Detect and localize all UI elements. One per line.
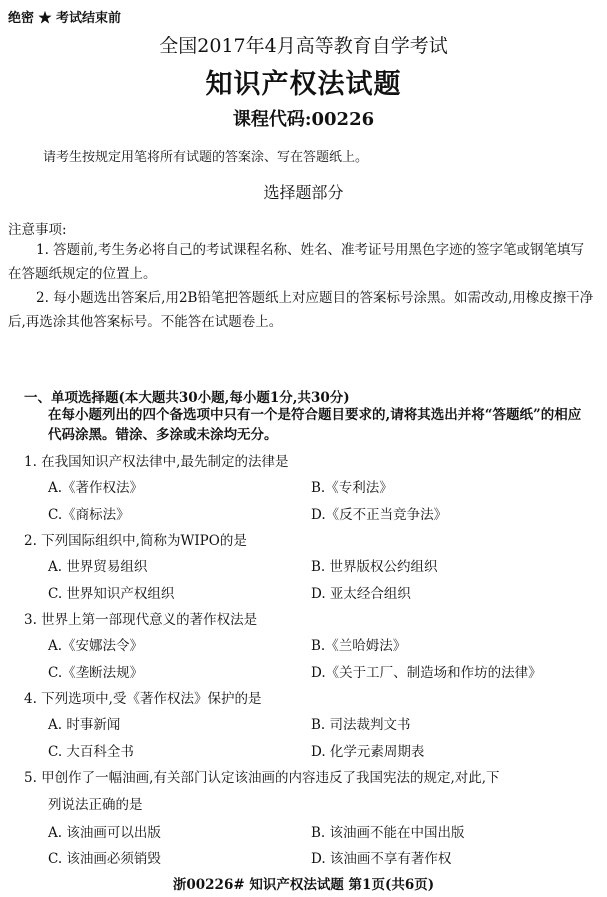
question-stem: 4. 下列选项中,受《著作权法》保护的是 (24, 691, 262, 707)
question-option: D. 该油画不享有著作权 (311, 851, 452, 867)
question-option: A.《著作权法》 (48, 480, 144, 496)
question-option: C.《商标法》 (48, 507, 130, 523)
course-code: 课程代码:00226 (232, 109, 375, 130)
question-option: D. 化学元素周期表 (311, 744, 425, 760)
question-stem-continued: 列说法正确的是 (48, 797, 143, 813)
question-option: A. 该油画可以出版 (48, 825, 161, 841)
question-option: C.《垄断法规》 (48, 665, 144, 681)
question-stem: 3. 世界上第一部现代意义的著作权法是 (24, 612, 258, 628)
question-option: C. 大百科全书 (48, 744, 134, 760)
confidential-mark: 绝密 ★ 考试结束前 (8, 11, 122, 26)
question-option: C. 世界知识产权组织 (48, 586, 175, 602)
section-title: 选择题部分 (263, 183, 344, 202)
note-item: 1. 答题前,考生务必将自己的考试课程名称、姓名、准考证号用黑色字迹的签字笔或钢笔填写在答题纸规定的位置上。 (8, 242, 584, 282)
question-option: A. 时事新闻 (48, 717, 121, 733)
answer-instruction: 请考生按规定用笔将所有试题的答案涂、写在答题纸上。 (43, 150, 369, 165)
question-option: B.《专利法》 (311, 480, 393, 496)
question-option: B. 该油画不能在中国出版 (311, 825, 465, 841)
question-option: A. 世界贸易组织 (48, 559, 148, 575)
question-option: B. 司法裁判文书 (311, 717, 411, 733)
question-stem: 2. 下列国际组织中,简称为WIPO的是 (24, 533, 247, 549)
question-stem: 1. 在我国知识产权法律中,最先制定的法律是 (24, 454, 289, 470)
part-description: 在每小题列出的四个备选项中只有一个是符合题目要求的,请将其选出并将“答题纸”的相应代码涂黑。错涂、多涂或未涂均无分。 (48, 407, 582, 443)
question-option: D.《反不正当竞争法》 (311, 507, 448, 523)
question-option: A.《安娜法令》 (48, 638, 144, 654)
page-footer: 浙00226# 知识产权法试题 第1页(共6页) (172, 877, 435, 893)
question-option: B. 世界版权公约组织 (311, 559, 438, 575)
note-item: 2. 每小题选出答案后,用2B铅笔把答题纸上对应题目的答案标号涂黑。如需改动,用橡皮擦干净后,再选涂其他答案标号。不能答在试题卷上。 (8, 290, 594, 330)
exam-name: 全国2017年4月高等教育自学考试 (159, 35, 448, 57)
question-stem: 5. 甲创作了一幅油画,有关部门认定该油画的内容违反了我国宪法的规定,对此,下 (24, 770, 500, 786)
paper-title: 知识产权法试题 (205, 69, 402, 100)
question-option: D. 亚太经合组织 (311, 586, 411, 602)
notes-heading: 注意事项: (8, 222, 67, 238)
question-option: B.《兰哈姆法》 (311, 638, 407, 654)
question-option: D.《关于工厂、制造场和作坊的法律》 (311, 665, 542, 681)
question-option: C. 该油画必须销毁 (48, 851, 161, 867)
part-heading: 一、单项选择题(本大题共30小题,每小题1分,共30分) (24, 390, 350, 406)
